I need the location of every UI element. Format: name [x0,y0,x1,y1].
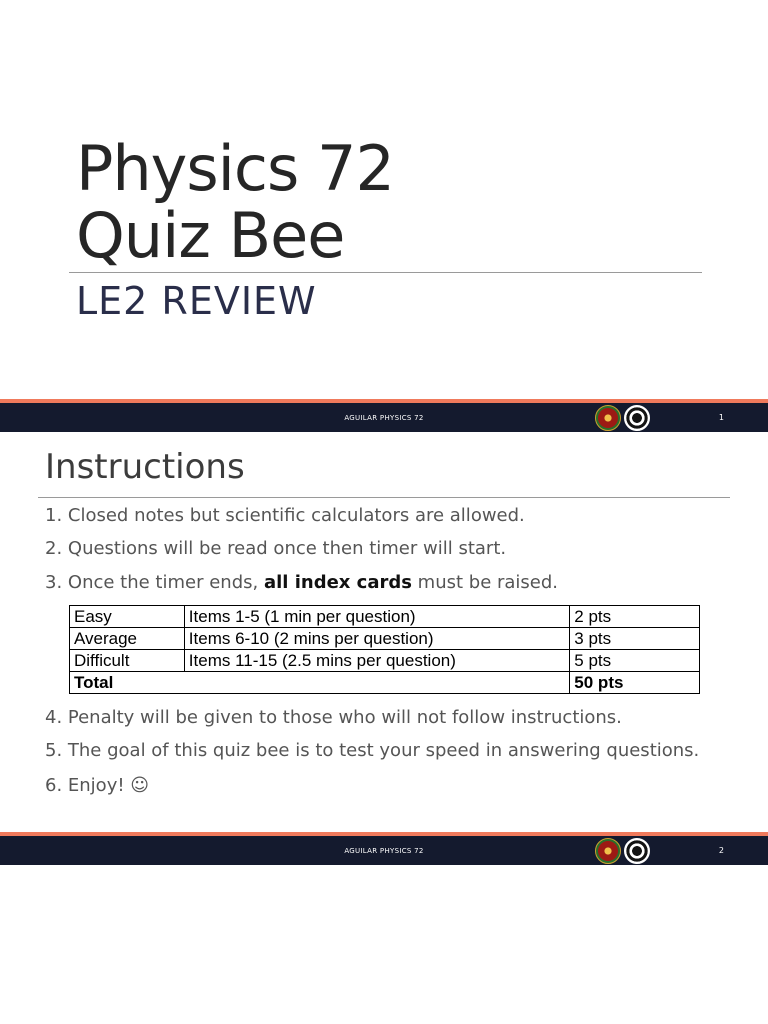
table-cell-items: Items 1-5 (1 min per question) [184,606,570,628]
physics-seal-icon [624,838,650,864]
slide-title-line-1: Physics 72 [76,132,394,205]
instruction-item-3 [45,572,558,594]
table-cell-points: 5 pts [570,650,700,672]
instruction-item-3-after: must be raised. [411,572,559,593]
instruction-item-5: 5. The goal of this quiz bee is to test your speed in answering questions. [45,740,700,761]
instruction-item-3-before: 3. Once the timer ends, [45,572,264,593]
page-number: 1 [718,413,724,422]
heading-divider [38,497,730,498]
table-cell-level: Easy [70,606,185,628]
slide-title-line-2: Quiz Bee [76,199,345,272]
table-total-row [70,672,700,694]
title-slide [0,0,768,432]
slide-footer [0,832,768,865]
table-cell-level: Difficult [70,650,185,672]
slide-heading: Instructions [45,447,245,487]
table-total-label: Total [70,672,570,694]
table-cell-level: Average [70,628,185,650]
footer-text: AGUILAR PHYSICS 72 [344,414,424,422]
instruction-item-4: 4. Penalty will be given to those who will not follow instructions. [45,707,622,728]
instruction-item-2: 2. Questions will be read once then timer will start. [45,538,507,559]
instruction-item-6: 6. Enjoy! ☺ [45,775,150,796]
table-row [70,606,700,628]
page-number: 2 [718,846,724,855]
footer-text: AGUILAR PHYSICS 72 [344,847,424,855]
title-divider [69,272,702,273]
table-cell-items: Items 11-15 (2.5 mins per question) [184,650,570,672]
points-table [69,605,700,694]
university-seal-icon [595,838,621,864]
table-row [70,628,700,650]
table-cell-points: 3 pts [570,628,700,650]
table-cell-points: 2 pts [570,606,700,628]
instructions-slide [0,432,768,866]
physics-seal-icon [624,405,650,431]
table-row [70,650,700,672]
slide-footer [0,399,768,432]
instruction-item-1: 1. Closed notes but scientific calculators are allowed. [45,505,525,526]
table-total-points: 50 pts [570,672,700,694]
slide-subtitle: LE2 REVIEW [76,279,317,323]
university-seal-icon [595,405,621,431]
instruction-item-3-emphasis: all index cards [263,572,412,593]
table-cell-items: Items 6-10 (2 mins per question) [184,628,570,650]
